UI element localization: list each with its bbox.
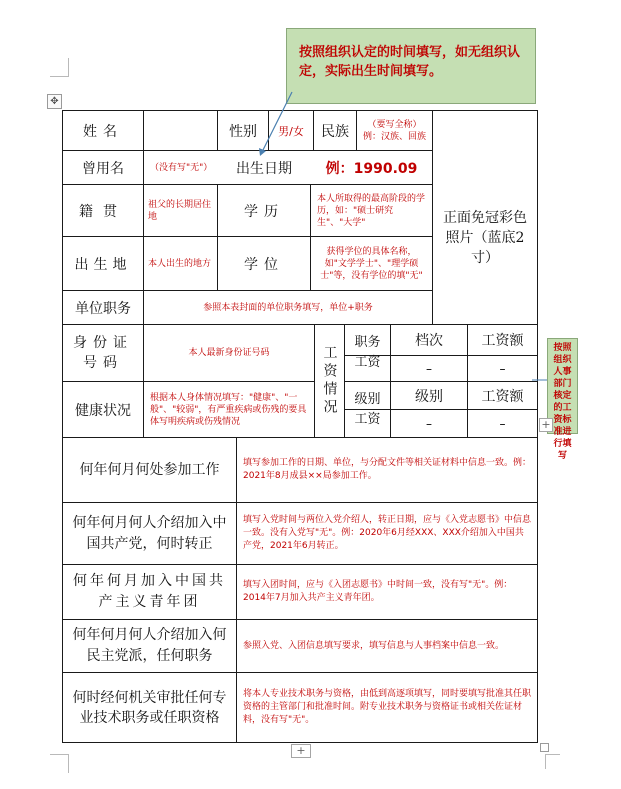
ethnicity-note[interactable]: （要写全称）例：汉族、回族 (363, 119, 427, 142)
name-input[interactable] (144, 111, 217, 150)
salary-amount-label: 工资额 (481, 333, 524, 349)
former-name-label: 曾用名 (82, 160, 124, 177)
work-start-label: 何年何月何处参加工作 (79, 462, 220, 478)
democratic-party-label: 何年何月何人介绍加入何民主党派，任何职务 (72, 627, 227, 664)
position-label: 单位职务 (75, 300, 131, 317)
salary-annotation: 按照组织人事部门核定的工资标准进行填写 (547, 338, 578, 434)
league-join-note[interactable]: 填写入团时间，应与《入团志愿书》中时间一致，没有写"无"。例：2014年7月加入共产主义青年团。 (243, 580, 513, 603)
id-note[interactable]: 本人最新身份证号码 (188, 348, 270, 358)
add-column-button[interactable]: + (539, 418, 553, 432)
democratic-party-note[interactable]: 参照入党、入团信息填写要求，填写信息与人事档案中信息一致。 (243, 640, 505, 651)
professional-title-label: 何时经何机关审批任何专业技术职务或任职资格 (72, 689, 227, 726)
education-label: 学历 (244, 203, 284, 220)
professional-title-note[interactable]: 将本人专业技术职务与资格，由低到高逐项填写，同时要填写批准其任职资格的主管部门和批准时间。附专业技术职务与资格证书或相关佐证材料，没有写"无"。 (243, 689, 532, 725)
health-label: 健康状况 (75, 402, 131, 419)
party-join-note[interactable]: 填写入党时间与两位入党介绍人，转正日期，应与《入党志愿书》中信息一致。没有入党写"无"。例：2020年6月经XXX、XXX介绍加入中国共产党，2021年6月转正。 (243, 515, 532, 551)
birthplace-note[interactable]: 本人出生的地方 (148, 258, 212, 269)
salary-grade-value[interactable]: – (426, 361, 432, 376)
health-note[interactable]: 根据本人身体情况填写："健康"、"一般"、"较弱"，有严重疾病或伤残的要具体写明疾病或伤残情况 (150, 392, 307, 427)
table-resize-handle[interactable] (540, 743, 549, 752)
salary-level-label: 级别 (415, 388, 443, 405)
league-join-label: 何年何月加入中国共产主义青年团 (73, 573, 226, 610)
position-note[interactable]: 参照本表封面的单位职务填写，单位+职务 (203, 302, 373, 313)
former-name-note[interactable]: （没有写"无"） (150, 162, 213, 173)
native-place-label: 籍贯 (79, 203, 127, 220)
degree-note[interactable]: 获得学位的具体名称，如"文学学士"、"理学硕士"等，没有学位的填"无" (320, 246, 423, 281)
salary-amount-value-2[interactable]: – (499, 416, 506, 431)
native-place-note[interactable]: 祖父的长期居住地 (148, 199, 212, 222)
party-join-label: 何年何月何人介绍加入中国共产党，何时转正 (72, 514, 227, 552)
salary-label: 工资情况 (321, 345, 338, 417)
degree-label: 学位 (244, 256, 284, 273)
salary-grade-label: 档次 (415, 333, 443, 349)
add-row-button[interactable]: + (291, 744, 311, 758)
birth-date-annotation: 按照组织认定的时间填写，如无组织认定，实际出生时间填写。 (286, 28, 536, 104)
photo-placeholder[interactable]: 正面免冠彩色照片（蓝底2寸） (443, 209, 527, 266)
gender-label: 性别 (229, 123, 257, 140)
ethnicity-label: 民族 (321, 123, 349, 140)
salary-amount-value[interactable]: – (499, 361, 506, 376)
salary-level-value[interactable]: – (426, 416, 432, 431)
birthplace-label: 出生地 (74, 256, 132, 273)
table-move-handle[interactable]: ✥ (47, 94, 62, 109)
id-label: 身份证号码 (73, 335, 133, 371)
name-label: 姓名 (83, 123, 123, 140)
education-note[interactable]: 本人所取得的最高阶段的学历，如："硕士研究生"、"大学" (317, 193, 426, 228)
salary-post-label: 职务工资 (354, 335, 381, 370)
birth-date-value[interactable]: 例：1990.09 (325, 160, 418, 177)
work-start-note[interactable]: 填写参加工作的日期、单位，与分配文件等相关证材料中信息一致。例：2021年8月成县××局参加工作。 (243, 458, 532, 481)
gender-value[interactable]: 男/女 (278, 124, 304, 138)
salary-amount-label-2: 工资额 (481, 388, 524, 405)
salary-level-post-label: 级别工资 (354, 391, 381, 427)
birth-date-label: 出生日期 (236, 160, 292, 177)
